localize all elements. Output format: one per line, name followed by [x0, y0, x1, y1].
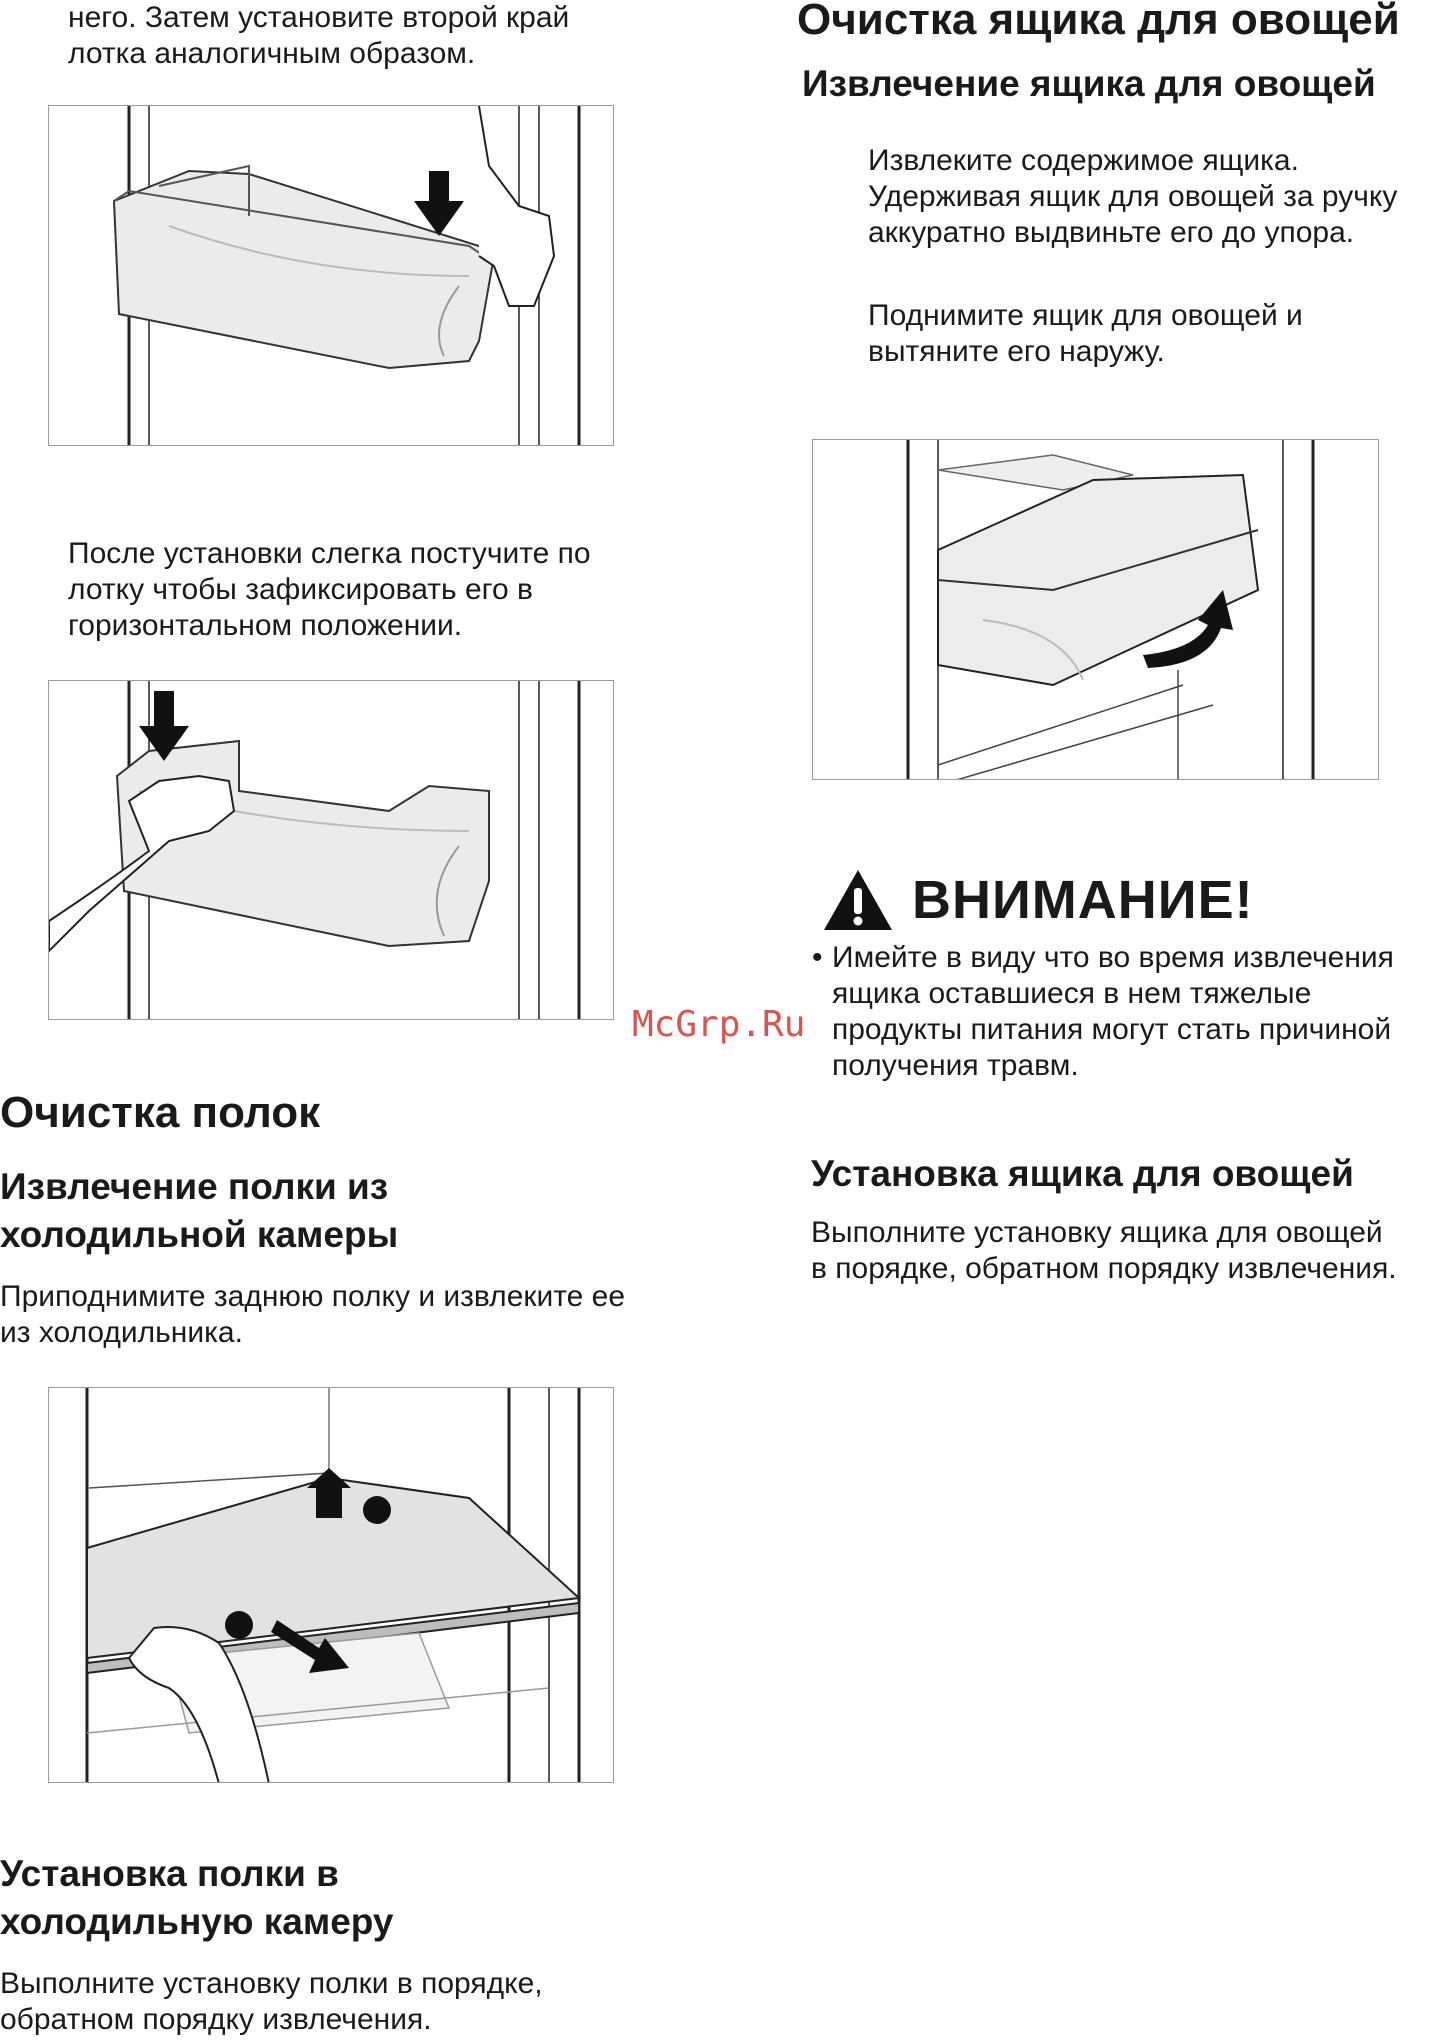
warning-line-4: получения травм.: [832, 1049, 1079, 1082]
step2-line-2: вытяните его наружу.: [868, 335, 1165, 368]
intro-line-2: лотка аналогичным образом.: [68, 37, 476, 70]
step1-line-2: Удерживая ящик для овощей за ручку: [868, 180, 1398, 213]
warning-line-1: Имейте в виду что во время извлечения: [832, 941, 1394, 974]
after-install-line-3: горизонтальном положении.: [68, 609, 463, 642]
after-install-line-2: лотку чтобы зафиксировать его в: [68, 573, 533, 606]
remove-shelf-text-1: Приподнимите заднюю полку и извлеките ее: [0, 1280, 626, 1313]
door-tray-tap-figure: [48, 680, 614, 1020]
intro-line-1: него. Затем установите второй край: [68, 1, 570, 34]
warning-line-3: продукты питания могут стать причиной: [832, 1013, 1392, 1046]
shelves-title: Очистка полок: [0, 1088, 321, 1137]
warning-title: ВНИМАНИЕ!: [912, 870, 1254, 930]
install-shelf-text-1: Выполните установку полки в порядке,: [0, 1967, 543, 2000]
warning-triangle-icon: [822, 868, 894, 932]
watermark-text: McGrp.Ru: [632, 1004, 806, 1045]
after-install-line-1: После установки слегка постучите по: [68, 537, 591, 570]
remove-shelf-title-1: Извлечение полки из: [0, 1166, 389, 1207]
warning-line-2: ящика оставшиеся в нем тяжелые: [832, 977, 1312, 1010]
warning-list: [812, 940, 1452, 1084]
install-drawer-line-1: Выполните установку ящика для овощей: [811, 1216, 1383, 1249]
drawer-cleaning-title: Очистка ящика для овощей: [797, 0, 1400, 44]
shelf-removal-figure: [48, 1387, 614, 1783]
step1-line-3: аккуратно выдвиньте его до упора.: [868, 216, 1355, 249]
warning-item: [812, 940, 1452, 1084]
install-drawer-line-2: в порядке, обратном порядку извлечения.: [811, 1252, 1397, 1285]
install-shelf-title-2: холодильную камеру: [0, 1901, 394, 1942]
remove-shelf-text-2: из холодильника.: [0, 1316, 243, 1349]
remove-drawer-title: Извлечение ящика для овощей: [802, 63, 1376, 104]
install-shelf-title-1: Установка полки в: [0, 1853, 339, 1894]
install-drawer-title: Установка ящика для овощей: [811, 1153, 1354, 1194]
drawer-removal-figure: [812, 439, 1379, 780]
remove-shelf-title-2: холодильной камеры: [0, 1214, 399, 1255]
step1-line-1: Извлеките содержимое ящика.: [868, 144, 1299, 177]
arrow-down-icon: [414, 171, 464, 236]
door-tray-install-figure: [48, 105, 614, 446]
install-shelf-text-2: обратном порядку извлечения.: [0, 2003, 432, 2036]
step2-line-1: Поднимите ящик для овощей и: [868, 299, 1303, 332]
